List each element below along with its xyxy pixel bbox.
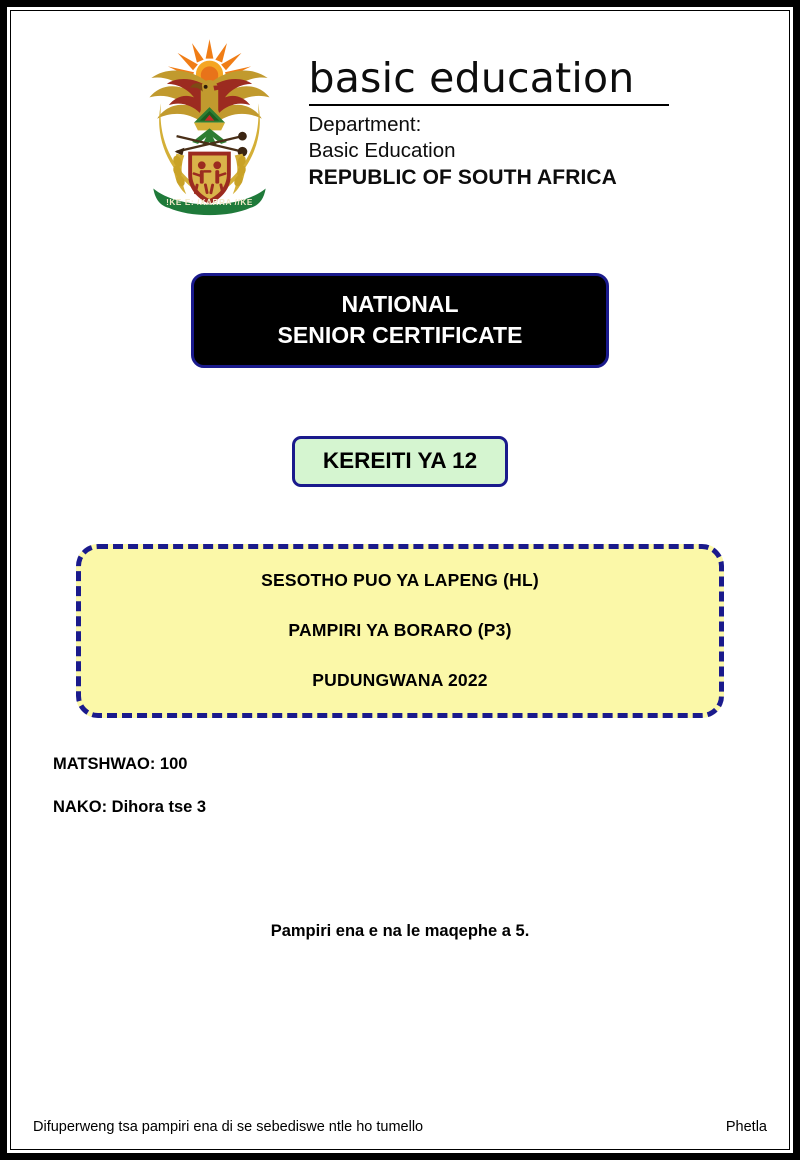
basic-education-wordmark: basic education	[308, 54, 635, 102]
national-senior-certificate-banner	[191, 273, 609, 368]
south-african-coat-of-arms-icon	[132, 33, 287, 218]
certificate-banner-wrap	[29, 273, 771, 368]
subject-name: SESOTHO PUO YA LAPENG (HL)	[261, 570, 539, 591]
time-line: NAKO: Dihora tse 3	[53, 798, 207, 817]
department-wordmark	[309, 33, 669, 191]
exam-info-block	[29, 755, 771, 817]
department-header	[29, 11, 771, 218]
department-label: Department:	[308, 113, 422, 137]
wordmark-divider	[309, 104, 669, 106]
subject-banner	[76, 544, 724, 718]
marks-line: MATSHWAO: 100	[53, 755, 188, 774]
certificate-line-2: SENIOR CERTIFICATE	[277, 321, 523, 348]
grade-banner: KEREITI YA 12	[292, 436, 508, 487]
copyright-notice: Difuperweng tsa pampiri ena di se sebediswe ntle ho tumello	[33, 1119, 424, 1135]
department-name: Basic Education	[308, 139, 456, 163]
page-turn-indicator: Phetla	[725, 1119, 767, 1135]
certificate-line-1: NATIONAL	[341, 291, 459, 317]
department-lines	[309, 112, 669, 191]
country-name: REPUBLIC OF SOUTH AFRICA	[308, 165, 617, 189]
coat-of-arms-motto: !KE E: /XARRA //KE	[165, 197, 253, 207]
grade-banner-wrap	[29, 436, 771, 487]
page-count-note: Pampiri ena e na le maqephe a 5.	[270, 922, 530, 941]
paper-number: PAMPIRI YA BORARO (P3)	[288, 620, 512, 641]
subject-banner-wrap	[29, 544, 771, 718]
page-content	[11, 11, 789, 1149]
exam-session: PUDUNGWANA 2022	[312, 670, 488, 691]
page-footer	[33, 1119, 767, 1135]
page-border-frame	[10, 10, 790, 1150]
